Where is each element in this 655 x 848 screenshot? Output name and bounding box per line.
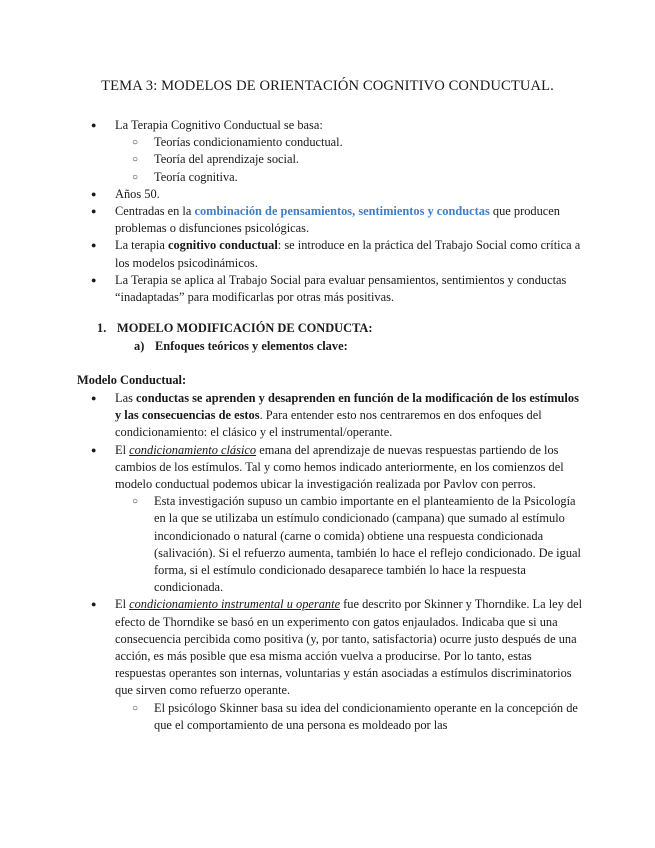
underlined-term: condicionamiento clásico (129, 442, 257, 457)
subsection-title: Enfoques teóricos y elementos clave: (155, 339, 348, 353)
circle-bullet-icon: ○ (132, 702, 139, 714)
sub-list-item: ○ El psicólogo Skinner basa su idea del condicionamiento operante en la concepción de que el comportamiento de una persona es moldeado por las (132, 700, 578, 732)
bullet-icon: ● (91, 393, 97, 403)
highlighted-phrase: combinación de pensamientos, sentimientos y conductas (194, 204, 490, 219)
circle-bullet-icon: ○ (132, 154, 139, 166)
circle-bullet-icon: ○ (132, 496, 139, 508)
sub-list-item: ○ Esta investigación supuso un cambio importante en el planteamiento de la Psicología en la que se utilizaba un estímulo condicionado (campana) que sumado al estímulo incondicionado o natural (carne o comida) obtiene una respuesta condicionada (salivación). Si el refuerzo aumenta, también lo hace el reflejo condicionado. De igual forma, si el estímulo condicionado desaparece también lo hace la respuesta condicionada. (132, 494, 581, 595)
sub-list-item: ○ Teorías condicionamiento conductual. (0, 134, 584, 151)
circle-bullet-icon: ○ (132, 137, 139, 149)
bold-term: conductas se aprenden y desaprenden en función de la modificación de los estímulos y las consecuencias de estos (115, 391, 579, 423)
model-heading: Modelo Conductual: (77, 373, 187, 387)
bullet-icon: ● (91, 206, 97, 217)
bullet-icon: ● (91, 188, 97, 199)
subsection-letter: a) (134, 339, 145, 353)
intro-section (0, 117, 655, 306)
section-heading (0, 320, 655, 338)
list-item: ● El condicionamiento clásico emana del aprendizaje de nuevas respuestas partiendo de los cambios de los estímulos. Tal y como hemos indicado anteriormente, en los comienzos del modelo conductual podemos ubicar la investigación realizada por Pavlov con perros. (91, 442, 564, 492)
model-section (0, 390, 655, 734)
list-item: ● El condicionamiento instrumental u operante fue descrito por Skinner y Thorndike. La ley del efecto de Thorndike se basó en un experimento con gatos enjaulados. Indicaba que si una consecuencia percibida como positiva (y, por tanto, satisfactoria) ocurre justo después de una acción, es más posible que esa misma acción vuelva a producirse. Por lo tanto, estas respuestas operantes son internas, voluntarias y están asociadas a estímulos discriminatorios que sirven como refuerzo operante. (91, 597, 583, 698)
list-item: ● Años 50. (0, 186, 585, 203)
bold-term: cognitivo conductual (167, 238, 278, 253)
model-heading-row (0, 372, 655, 390)
bullet-icon: ● (91, 274, 97, 285)
section-number: 1. (97, 321, 107, 335)
bullet-icon: ● (91, 120, 97, 130)
sub-list-item: ○ Teoría cognitiva. (0, 169, 584, 186)
sub-list-item: ○ Teoría del aprendizaje social. (0, 151, 584, 168)
page-title: TEMA 3: MODELOS DE ORIENTACIÓN COGNITIVO CONDUCTUAL. (101, 78, 554, 94)
list-item: ● La terapia cognitivo conductual: se introduce en la práctica del Trabajo Social como crítica a los modelos psicodinámicos. (91, 238, 581, 270)
underlined-term: condicionamiento instrumental u operante (129, 597, 341, 612)
list-item: ● Las conductas se aprenden y desaprenden en función de la modificación de los estímulos y las consecuencias de estos. Para entender esto nos centraremos en dos enfoques del condicionamiento: el clásico y el instrumental/operante. (91, 391, 579, 440)
circle-bullet-icon: ○ (132, 171, 139, 183)
bullet-icon: ● (91, 599, 97, 610)
list-item: ● La Terapia se aplica al Trabajo Social para evaluar pensamientos, sentimientos y conductas “inadaptadas” para modificarlas por otras más positivas. (91, 272, 567, 305)
bullet-icon: ● (91, 240, 97, 251)
section-title: MODELO MODIFICACIÓN DE CONDUCTA: (117, 321, 373, 335)
list-item: ● Centradas en la combinación de pensamientos, sentimientos y conductas que producen problemas o disfunciones psicológicas. (91, 204, 560, 236)
subsection-heading (0, 338, 655, 356)
list-item: ● La Terapia Cognitivo Conductual se basa: (0, 117, 585, 134)
bullet-icon: ● (91, 444, 97, 455)
